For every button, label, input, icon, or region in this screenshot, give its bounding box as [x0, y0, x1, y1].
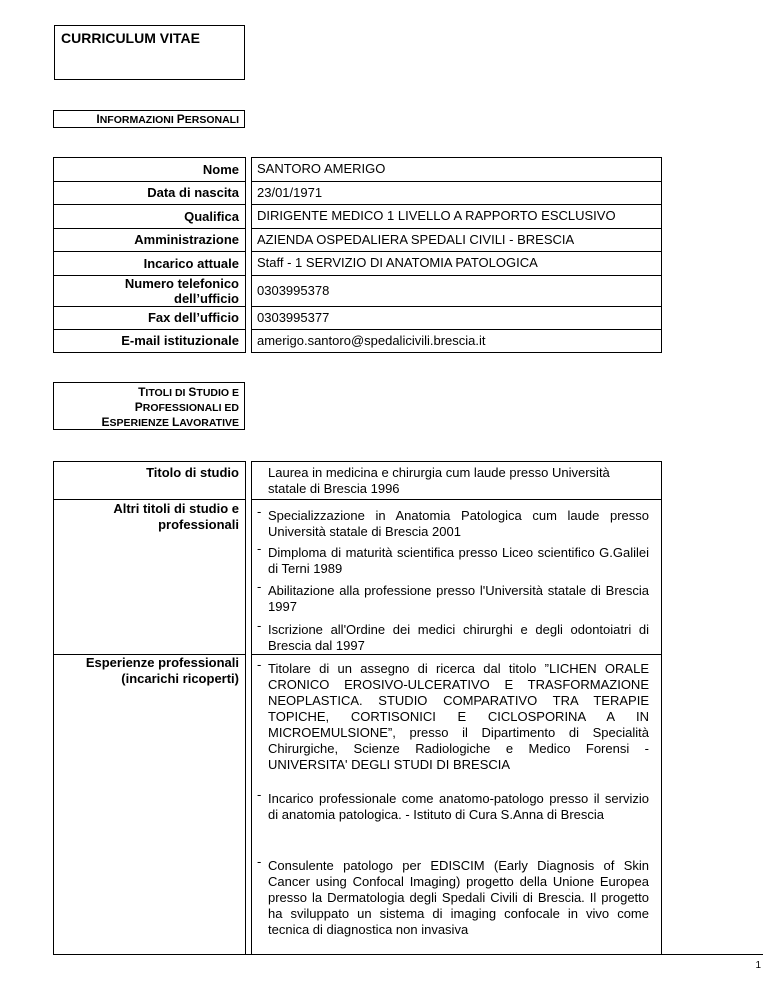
personal-label: Numero telefonico dell’ufficio [124, 275, 239, 306]
cv-title-box [54, 25, 245, 80]
personal-value: 0303995377 [257, 309, 330, 325]
list-item: Iscrizione all'Ordine dei medici chirurghi e degli odontoiatri di Brescia dal 1997 [268, 622, 649, 653]
personal-value: amerigo.santoro@spedalicivili.brescia.it [257, 332, 486, 348]
list-bullet: - [257, 854, 262, 869]
footer-divider [53, 954, 763, 955]
personal-label: Nome [202, 161, 239, 177]
personal-value: SANTORO AMERIGO [257, 161, 386, 176]
list-item: Specializzazione in Anatomia Patologica cum laude presso Università statale di Brescia 2001 [268, 508, 649, 539]
section-personal-info [53, 110, 245, 128]
section-title-line: ESPERIENZE LAVORATIVE [101, 415, 239, 429]
personal-value: 0303995378 [257, 282, 330, 298]
list-item: Titolare di un assegno di ricerca dal titolo ”LICHEN ORALE CRONICO EROSIVO-ULCERATIVO E TRASFORMAZIONE NEOPLASTICA. STUDIO COMPARATIVO TRA TERAPIE TOPICHE, CORTISONICI E CICLOSPORINA A IN MICROEMULSIONE”, presso il Dipartimento di Specialità Chirurgiche, Scienze Radiologiche e Medico Forensi - UNIVERSITA' DEGLI STUDI DI BRESCIA [268, 661, 649, 772]
personal-label: Incarico attuale [143, 255, 239, 271]
label-titolo-di-studio: Titolo di studio [146, 465, 239, 480]
section-title-line: PROFESSIONALI ED [134, 400, 239, 414]
page-number: 1 [755, 960, 761, 971]
value-titolo-di-studio: Laurea in medicina e chirurgia cum laude presso Università statale di Brescia 1996 [268, 465, 610, 496]
list-bullet: - [257, 504, 262, 519]
list-bullet: - [257, 787, 262, 802]
list-bullet: - [257, 579, 262, 594]
personal-value: 23/01/1971 [257, 184, 323, 200]
section-titles-experience-title [59, 385, 239, 430]
list-item: Incarico professionale come anatomo-patologo presso il servizio di anatomia patologica. - Istituto di Cura S.Anna di Brescia [268, 791, 649, 822]
cv-title: CURRICULUM VITAE [61, 30, 200, 46]
list-item: Consulente patologo per EDISCIM (Early Diagnosis of Skin Cancer using Confocal Imaging) progetto della Unione Europea presso la Dermatologia degli Spedali Civili di Brescia. Il progetto ha sviluppato un sistema di imaging confocale in vivo come tecnica di diagnostica non invasiva [268, 858, 649, 937]
personal-value: DIRIGENTE MEDICO 1 LIVELLO A RAPPORTO ESCLUSIVO [257, 208, 616, 223]
personal-label: Qualifica [184, 208, 239, 224]
label-esperienze: Esperienze professionali (incarichi ricoperti) [85, 655, 239, 686]
list-item: Abilitazione alla professione presso l'Università statale di Brescia 1997 [268, 583, 649, 614]
personal-label: Amministrazione [134, 232, 239, 247]
personal-value: AZIENDA OSPEDALIERA SPEDALI CIVILI - BRESCIA [257, 231, 575, 247]
list-bullet: - [257, 541, 262, 556]
personal-label: Data di nascita [147, 185, 239, 200]
label-altri-titoli: Altri titoli di studio e professionali [113, 501, 239, 532]
list-item: Dimploma di maturità scientifica presso Liceo scientifico G.Galilei di Terni 1989 [268, 545, 649, 576]
personal-label: Fax dell’ufficio [147, 310, 239, 325]
education-experience-table [53, 461, 662, 955]
personal-label: E-mail istituzionale [121, 333, 239, 348]
section-titles-experience [53, 382, 245, 430]
list-bullet: - [257, 657, 262, 672]
section-title-line: TITOLI DI STUDIO E [138, 385, 239, 399]
section-personal-info-title: INFORMAZIONI PERSONALI [96, 112, 239, 126]
personal-info-table [53, 157, 662, 352]
list-bullet: - [257, 618, 262, 633]
personal-value: Staff - 1 SERVIZIO DI ANATOMIA PATOLOGICA [257, 255, 538, 270]
